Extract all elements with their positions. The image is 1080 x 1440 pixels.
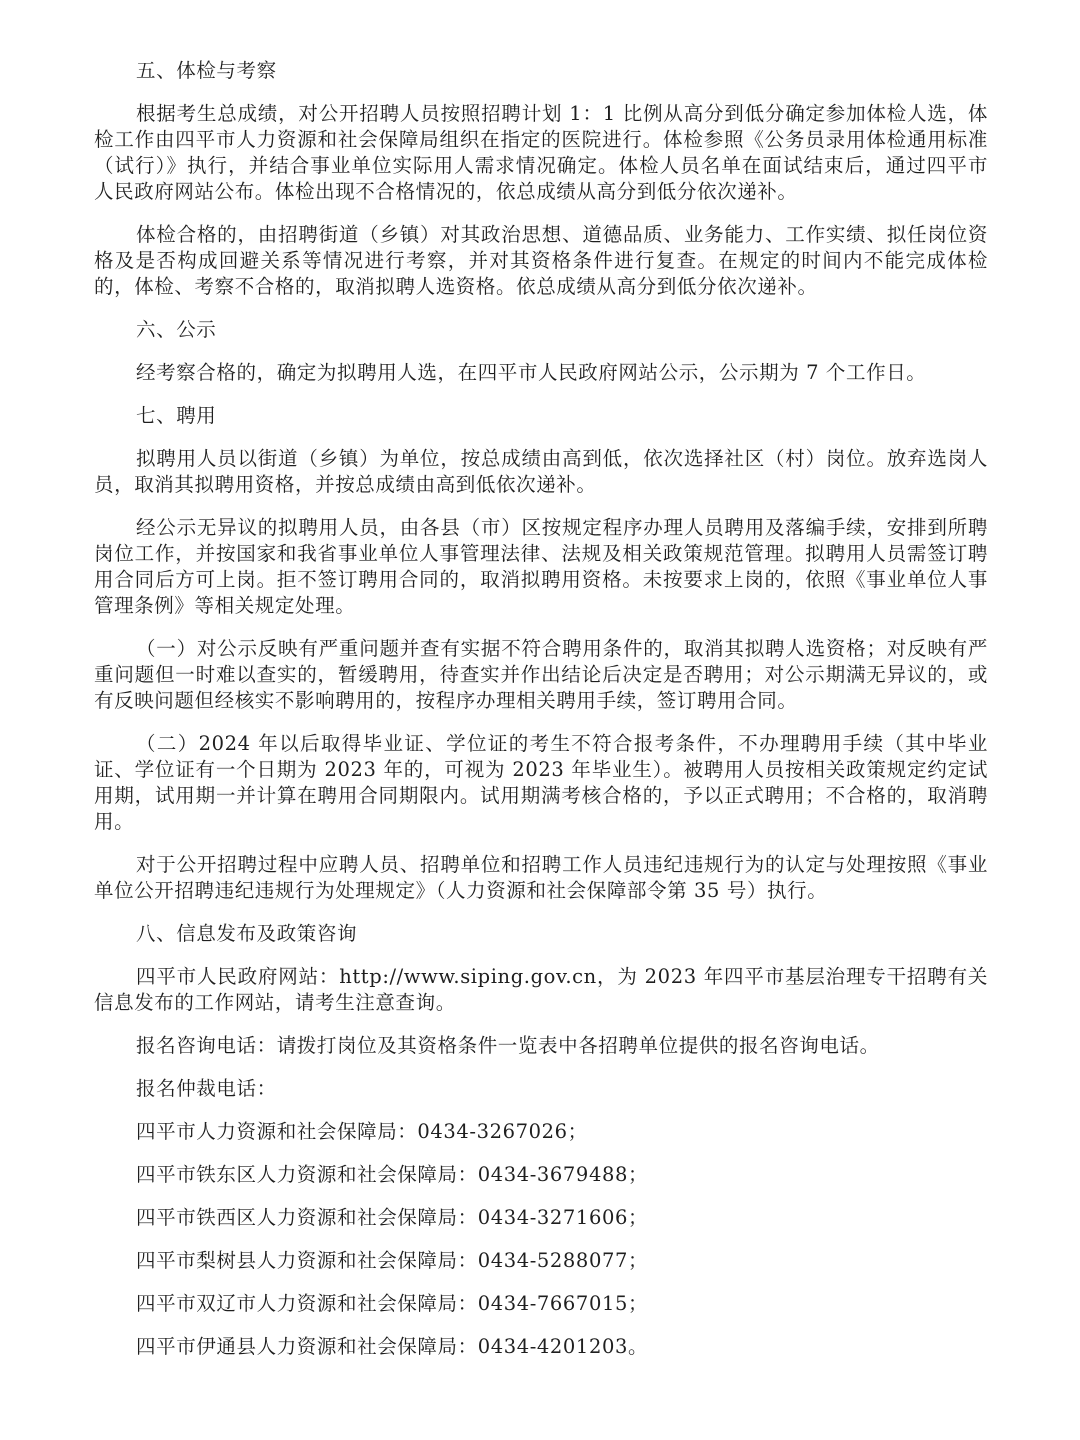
arbitration-phone-item: 四平市梨树县人力资源和社会保障局：0434-5288077； <box>136 1249 649 1272</box>
section-7-paragraph-2: 经公示无异议的拟聘用人员，由各县（市）区按规定程序办理人员聘用及落编手续，安排到所聘岗位工作，并按国家和我省事业单位人事管理法律、法规及相关政策规范管理。拟聘用人员需签订聘用合同后方可上岗。拒不签订聘用合同的，取消拟聘用资格。未按要求上岗的，依照《事业单位人事管理条例》等相关规定处理。 <box>94 516 988 617</box>
section-5-heading: 五、体检与考察 <box>136 59 277 82</box>
section-8-heading: 八、信息发布及政策咨询 <box>136 922 358 945</box>
section-7-paragraph-1: 拟聘用人员以街道（乡镇）为单位，按总成绩由高到低，依次选择社区（村）岗位。放弃选岗人员，取消其拟聘用资格，并按总成绩由高到低依次递补。 <box>94 447 988 496</box>
section-7-paragraph-5: 对于公开招聘过程中应聘人员、招聘单位和招聘工作人员违纪违规行为的认定与处理按照《事业单位公开招聘违纪违规行为处理规定》（人力资源和社会保障部令第 35 号）执行。 <box>94 853 988 902</box>
arbitration-phone-item: 四平市伊通县人力资源和社会保障局：0434-4201203。 <box>136 1335 649 1358</box>
section-7-paragraph-3: （一）对公示反映有严重问题并查有实据不符合聘用条件的，取消其拟聘人选资格；对反映有严重问题但一时难以查实的，暂缓聘用，待查实并作出结论后决定是否聘用；对公示期满无异议的，或有反映问题但经核实不影响聘用的，按程序办理相关聘用手续，签订聘用合同。 <box>94 637 988 712</box>
section-7-paragraph-4: （二）2024 年以后取得毕业证、学位证的考生不符合报考条件，不办理聘用手续（其中毕业证、学位证有一个日期为 2023 年的，可视为 2023 年毕业生）。被聘用人员按相关政策规定约定试用期，试用期一并计算在聘用合同期限内。试用期满考核合格的，予以正式聘用；不合格的，取消聘用。 <box>94 732 988 833</box>
section-8-website-paragraph: 四平市人民政府网站：http://www.siping.gov.cn，为 2023 年四平市基层治理专干招聘有关信息发布的工作网站，请考生注意查询。 <box>94 965 988 1014</box>
section-6-paragraph-1: 经考察合格的，确定为拟聘用人选，在四平市人民政府网站公示，公示期为 7 个工作日。 <box>136 361 927 384</box>
section-5-paragraph-1: 根据考生总成绩，对公开招聘人员按照招聘计划 1：1 比例从高分到低分确定参加体检人选，体检工作由四平市人力资源和社会保障局组织在指定的医院进行。体检参照《公务员录用体检通用标准（试行）》执行，并结合事业单位实际用人需求情况确定。体检人员名单在面试结束后，通过四平市人民政府网站公布。体检出现不合格情况的，依总成绩从高分到低分依次递补。 <box>94 102 988 203</box>
arbitration-phone-item: 四平市铁东区人力资源和社会保障局：0434-3679488； <box>136 1163 649 1186</box>
section-6-heading: 六、公示 <box>136 318 217 341</box>
section-8-consult-phone: 报名咨询电话：请拨打岗位及其资格条件一览表中各招聘单位提供的报名咨询电话。 <box>136 1034 880 1057</box>
arbitration-phone-item: 四平市人力资源和社会保障局：0434-3267026； <box>136 1120 588 1143</box>
arbitration-phone-item: 四平市双辽市人力资源和社会保障局：0434-7667015； <box>136 1292 649 1315</box>
section-8-arbitration-label: 报名仲裁电话： <box>136 1077 277 1100</box>
section-7-heading: 七、聘用 <box>136 404 217 427</box>
arbitration-phone-item: 四平市铁西区人力资源和社会保障局：0434-3271606； <box>136 1206 649 1229</box>
section-5-paragraph-2: 体检合格的，由招聘街道（乡镇）对其政治思想、道德品质、业务能力、工作实绩、拟任岗位资格及是否构成回避关系等情况进行考察，并对其资格条件进行复查。在规定的时间内不能完成体检的，体检、考察不合格的，取消拟聘人选资格。依总成绩从高分到低分依次递补。 <box>94 223 988 298</box>
